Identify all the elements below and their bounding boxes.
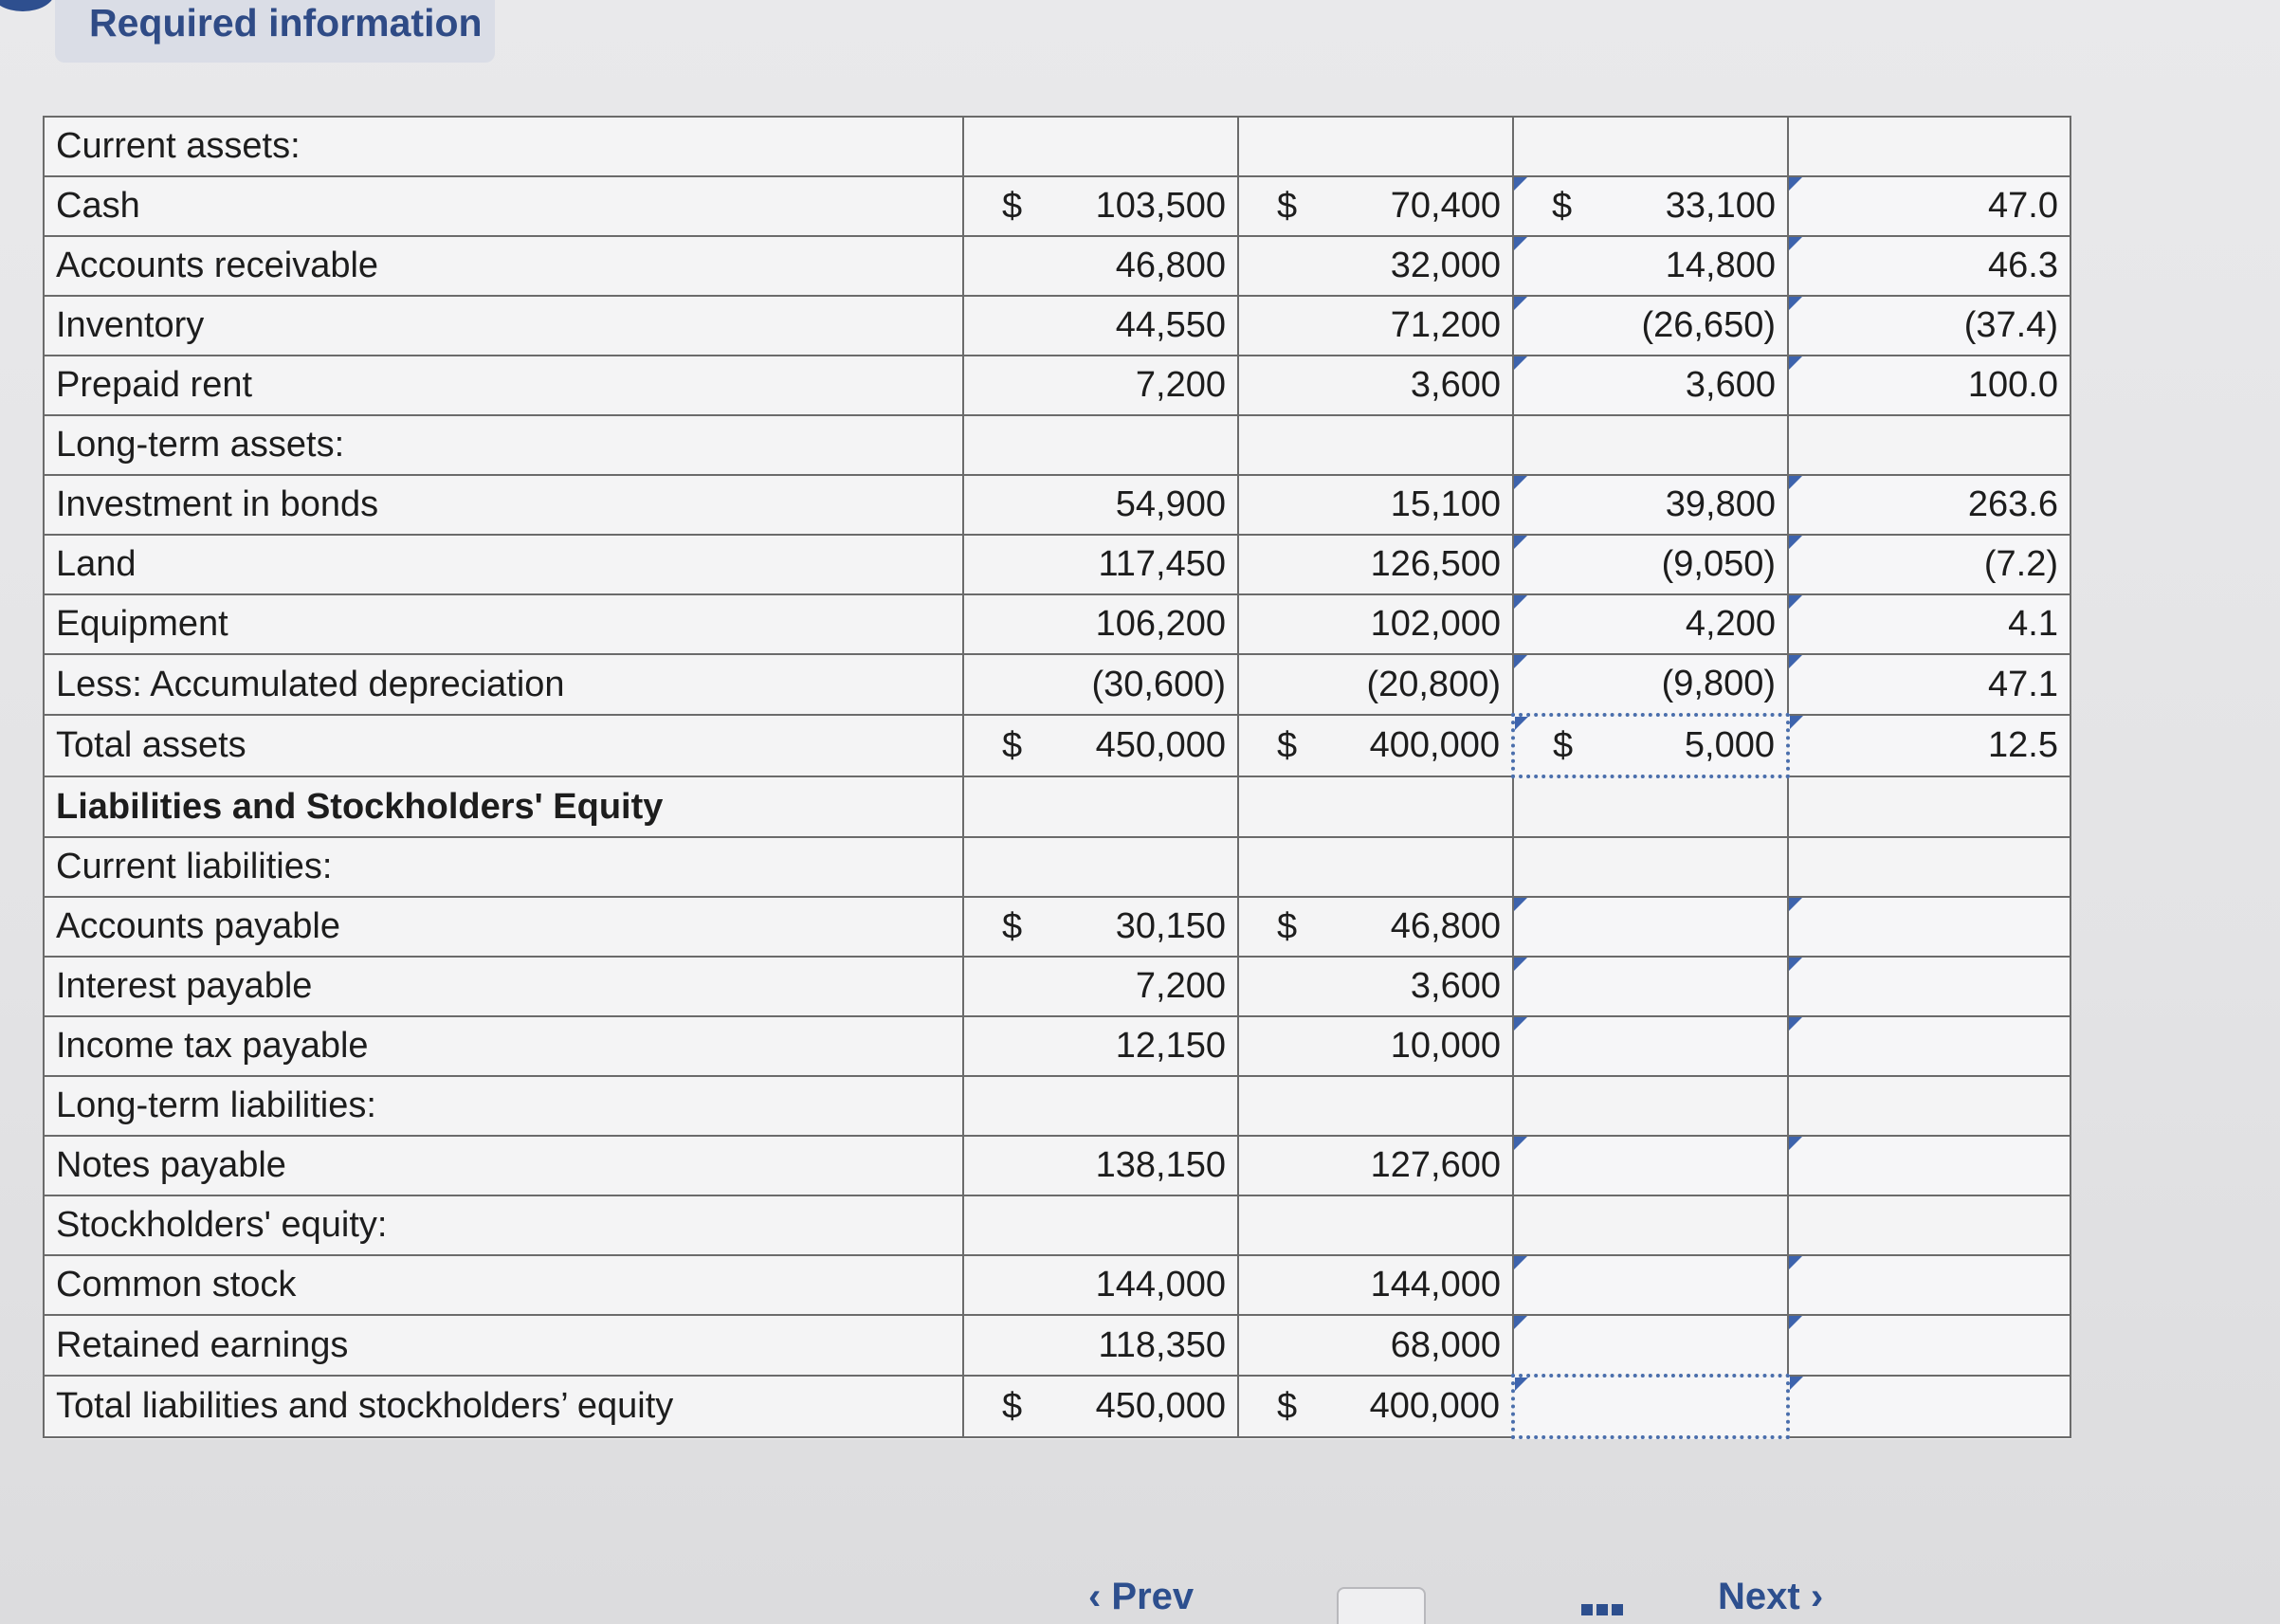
cell-value: 5,000 xyxy=(1684,725,1775,765)
cell-value: 106,200 xyxy=(1095,604,1226,644)
prior-year-value xyxy=(1238,897,1513,957)
row-label: Prepaid rent xyxy=(44,356,963,415)
prev-button[interactable]: ‹ Prev xyxy=(1088,1576,1195,1617)
link-icon-button[interactable] xyxy=(1337,1587,1426,1624)
cell-value: 12,150 xyxy=(1115,1026,1226,1066)
cell-value: 14,800 xyxy=(1665,246,1776,285)
prior-year-value xyxy=(1238,1136,1513,1195)
cell-value: 46,800 xyxy=(1115,246,1226,285)
input-flag-icon xyxy=(1789,1256,1802,1269)
required-info-tab xyxy=(55,0,495,63)
page-title: Required information xyxy=(89,1,483,45)
change-percent-input[interactable] xyxy=(1788,236,2070,296)
cell-value: (9,800) xyxy=(1661,664,1776,703)
cell-value: 32,000 xyxy=(1390,246,1501,285)
current-year-value xyxy=(963,957,1238,1016)
input-flag-icon xyxy=(1789,1137,1802,1150)
cell-value: 144,000 xyxy=(1095,1265,1226,1305)
dollar-sign: $ xyxy=(1277,906,1298,946)
status-dot xyxy=(0,0,55,11)
row-label: Retained earnings xyxy=(44,1315,963,1376)
row-label: Liabilities and Stockholders' Equity xyxy=(44,776,963,837)
cell-value: (9,050) xyxy=(1661,544,1776,584)
current-year-value xyxy=(963,356,1238,415)
row-label: Current liabilities: xyxy=(44,837,963,897)
change-percent-input[interactable] xyxy=(1788,475,2070,535)
empty-cell xyxy=(963,776,1238,837)
input-flag-icon xyxy=(1789,177,1802,191)
input-flag-icon xyxy=(1514,356,1527,370)
change-amount-input[interactable] xyxy=(1513,1016,1788,1076)
current-year-value xyxy=(963,1255,1238,1315)
dollar-sign: $ xyxy=(1552,186,1573,226)
empty-cell xyxy=(1513,117,1788,176)
change-amount-input[interactable] xyxy=(1513,1315,1788,1376)
table-row xyxy=(44,1076,2070,1136)
input-flag-icon xyxy=(1514,595,1527,609)
row-label: Land xyxy=(44,535,963,594)
empty-cell xyxy=(1238,776,1513,837)
cell-value: (30,600) xyxy=(1091,664,1226,704)
table-row xyxy=(44,1195,2070,1255)
footer-nav xyxy=(0,1555,2280,1624)
table-row xyxy=(44,1136,2070,1195)
cell-value: 54,900 xyxy=(1115,484,1226,524)
table-row xyxy=(44,897,2070,957)
row-label: Long-term liabilities: xyxy=(44,1076,963,1136)
change-percent-input[interactable] xyxy=(1788,594,2070,654)
empty-cell xyxy=(1788,117,2070,176)
change-amount-input[interactable] xyxy=(1513,594,1788,654)
input-flag-icon xyxy=(1789,958,1802,971)
change-amount-input[interactable] xyxy=(1513,897,1788,957)
row-label: Stockholders' equity: xyxy=(44,1195,963,1255)
input-flag-icon xyxy=(1789,356,1802,370)
current-year-value xyxy=(963,897,1238,957)
current-year-value xyxy=(963,715,1238,776)
dollar-sign: $ xyxy=(1002,725,1023,765)
table-row xyxy=(44,415,2070,475)
cell-value: 4.1 xyxy=(2008,604,2058,644)
empty-cell xyxy=(963,117,1238,176)
input-flag-icon xyxy=(1514,536,1527,549)
dollar-sign: $ xyxy=(1277,186,1298,226)
input-flag-icon xyxy=(1514,1137,1527,1150)
cell-value: 102,000 xyxy=(1370,604,1501,644)
row-label: Interest payable xyxy=(44,957,963,1016)
change-amount-input[interactable] xyxy=(1513,1255,1788,1315)
current-year-value xyxy=(963,1136,1238,1195)
input-flag-icon xyxy=(1514,655,1527,668)
input-flag-icon xyxy=(1514,898,1527,911)
row-label: Current assets: xyxy=(44,117,963,176)
change-amount-input[interactable] xyxy=(1513,715,1788,776)
empty-cell xyxy=(1238,415,1513,475)
cell-value: 117,450 xyxy=(1098,544,1226,584)
change-amount-input[interactable] xyxy=(1513,1376,1788,1437)
cell-value: 47.0 xyxy=(1988,186,2058,226)
cell-value: 3,600 xyxy=(1410,365,1501,405)
input-flag-icon xyxy=(1789,476,1802,489)
input-flag-icon xyxy=(1789,536,1802,549)
cell-value: (7.2) xyxy=(1983,544,2058,584)
change-amount-input[interactable] xyxy=(1513,236,1788,296)
empty-cell xyxy=(1238,117,1513,176)
empty-cell xyxy=(1788,1076,2070,1136)
table-row xyxy=(44,957,2070,1016)
change-amount-input[interactable] xyxy=(1513,1136,1788,1195)
prior-year-value xyxy=(1238,594,1513,654)
input-flag-icon xyxy=(1789,297,1802,310)
input-flag-icon xyxy=(1514,297,1527,310)
current-year-value xyxy=(963,475,1238,535)
change-percent-input[interactable] xyxy=(1788,176,2070,236)
input-flag-icon xyxy=(1514,1017,1527,1031)
change-amount-input[interactable] xyxy=(1513,356,1788,415)
cell-value: 47.1 xyxy=(1988,664,2058,704)
change-amount-input[interactable] xyxy=(1513,535,1788,594)
input-flag-icon xyxy=(1514,1256,1527,1269)
row-label: Investment in bonds xyxy=(44,475,963,535)
cell-value: 10,000 xyxy=(1390,1026,1501,1066)
prior-year-value xyxy=(1238,715,1513,776)
cell-value: 12.5 xyxy=(1988,725,2058,765)
change-amount-input[interactable] xyxy=(1513,296,1788,356)
empty-cell xyxy=(1788,837,2070,897)
cell-value: 3,600 xyxy=(1410,966,1501,1006)
input-flag-icon xyxy=(1514,476,1527,489)
cell-value: 138,150 xyxy=(1095,1145,1226,1185)
dollar-sign: $ xyxy=(1277,725,1298,765)
input-flag-icon xyxy=(1790,716,1803,729)
table-row xyxy=(44,1255,2070,1315)
cell-value: 450,000 xyxy=(1095,1386,1226,1426)
dollar-sign: $ xyxy=(1002,1386,1023,1426)
table-row xyxy=(44,837,2070,897)
input-flag-icon xyxy=(1515,717,1528,730)
table-row xyxy=(44,1315,2070,1376)
prior-year-value xyxy=(1238,957,1513,1016)
prior-year-value xyxy=(1238,296,1513,356)
change-amount-input[interactable] xyxy=(1513,654,1788,715)
change-percent-input[interactable] xyxy=(1788,1255,2070,1315)
cell-value: 100.0 xyxy=(1967,365,2058,405)
cell-value: 103,500 xyxy=(1095,186,1226,226)
empty-cell xyxy=(1238,1195,1513,1255)
change-percent-input[interactable] xyxy=(1788,715,2070,776)
cell-value: 68,000 xyxy=(1390,1324,1501,1365)
change-percent-input[interactable] xyxy=(1788,897,2070,957)
input-flag-icon xyxy=(1789,655,1802,668)
cell-value: 400,000 xyxy=(1369,1386,1500,1426)
empty-cell xyxy=(1238,1076,1513,1136)
cell-value: (26,650) xyxy=(1641,305,1776,345)
change-percent-input[interactable] xyxy=(1788,1016,2070,1076)
current-year-value xyxy=(963,1016,1238,1076)
cell-value: 127,600 xyxy=(1370,1145,1501,1185)
row-label: Accounts payable xyxy=(44,897,963,957)
cell-value: 46,800 xyxy=(1390,906,1501,946)
prior-year-value xyxy=(1238,1255,1513,1315)
cell-value: 7,200 xyxy=(1135,365,1226,405)
row-label: Long-term assets: xyxy=(44,415,963,475)
table-row xyxy=(44,715,2070,776)
empty-cell xyxy=(1788,415,2070,475)
dollar-sign: $ xyxy=(1002,906,1023,946)
cell-value: 70,400 xyxy=(1390,186,1501,226)
prior-year-value xyxy=(1238,1315,1513,1376)
cell-value: 30,150 xyxy=(1115,906,1226,946)
current-year-value xyxy=(963,296,1238,356)
change-percent-input[interactable] xyxy=(1788,296,2070,356)
dollar-sign: $ xyxy=(1553,725,1574,765)
current-year-value xyxy=(963,1376,1238,1437)
empty-cell xyxy=(963,1195,1238,1255)
change-amount-input[interactable] xyxy=(1513,176,1788,236)
prior-year-value xyxy=(1238,356,1513,415)
row-label: Income tax payable xyxy=(44,1016,963,1076)
empty-cell xyxy=(1788,776,2070,837)
empty-cell xyxy=(963,1076,1238,1136)
cell-value: 400,000 xyxy=(1369,725,1500,765)
prior-year-value xyxy=(1238,1376,1513,1437)
table-row xyxy=(44,654,2070,715)
cell-value: 118,350 xyxy=(1098,1324,1226,1365)
table-row xyxy=(44,475,2070,535)
current-year-value xyxy=(963,535,1238,594)
dollar-sign: $ xyxy=(1002,186,1023,226)
table-row xyxy=(44,776,2070,837)
empty-cell xyxy=(1238,837,1513,897)
table-row xyxy=(44,535,2070,594)
cell-value: 126,500 xyxy=(1370,544,1501,584)
table-row xyxy=(44,117,2070,176)
row-label: Total assets xyxy=(44,715,963,776)
row-label: Notes payable xyxy=(44,1136,963,1195)
input-flag-icon xyxy=(1789,1316,1802,1329)
next-button[interactable]: Next › xyxy=(1718,1576,1824,1617)
empty-cell xyxy=(1513,1076,1788,1136)
grid-icon[interactable] xyxy=(1581,1604,1623,1615)
balance-sheet-table xyxy=(43,116,2071,1439)
cell-value: 3,600 xyxy=(1685,365,1776,405)
change-percent-input[interactable] xyxy=(1788,1376,2070,1437)
row-label: Equipment xyxy=(44,594,963,654)
row-label: Less: Accumulated depreciation xyxy=(44,654,963,715)
table-row xyxy=(44,1376,2070,1437)
row-label: Common stock xyxy=(44,1255,963,1315)
prior-year-value xyxy=(1238,236,1513,296)
input-flag-icon xyxy=(1790,1377,1803,1390)
empty-cell xyxy=(1513,776,1788,837)
empty-cell xyxy=(963,415,1238,475)
change-amount-input[interactable] xyxy=(1513,957,1788,1016)
change-percent-input[interactable] xyxy=(1788,654,2070,715)
row-label: Total liabilities and stockholders’ equity xyxy=(44,1376,963,1437)
table-row xyxy=(44,1016,2070,1076)
cell-value: 15,100 xyxy=(1390,484,1501,524)
change-percent-input[interactable] xyxy=(1788,1315,2070,1376)
change-percent-input[interactable] xyxy=(1788,1136,2070,1195)
input-flag-icon xyxy=(1515,1378,1528,1391)
cell-value: 450,000 xyxy=(1095,725,1226,765)
cell-value: 33,100 xyxy=(1665,186,1776,226)
table-row xyxy=(44,176,2070,236)
cell-value: 44,550 xyxy=(1115,305,1226,345)
cell-value: (20,800) xyxy=(1366,664,1501,704)
current-year-value xyxy=(963,594,1238,654)
prior-year-value xyxy=(1238,535,1513,594)
empty-cell xyxy=(1513,415,1788,475)
empty-cell xyxy=(1513,1195,1788,1255)
current-year-value xyxy=(963,236,1238,296)
cell-value: (37.4) xyxy=(1963,305,2058,345)
cell-value: 71,200 xyxy=(1390,305,1501,345)
current-year-value xyxy=(963,654,1238,715)
change-percent-input[interactable] xyxy=(1788,356,2070,415)
prior-year-value xyxy=(1238,1016,1513,1076)
input-flag-icon xyxy=(1514,237,1527,250)
prior-year-value xyxy=(1238,176,1513,236)
row-label: Cash xyxy=(44,176,963,236)
empty-cell xyxy=(1788,1195,2070,1255)
cell-value: 144,000 xyxy=(1370,1265,1501,1305)
input-flag-icon xyxy=(1789,595,1802,609)
change-percent-input[interactable] xyxy=(1788,535,2070,594)
row-label: Accounts receivable xyxy=(44,236,963,296)
empty-cell xyxy=(1513,837,1788,897)
current-year-value xyxy=(963,1315,1238,1376)
input-flag-icon xyxy=(1514,1316,1527,1329)
input-flag-icon xyxy=(1789,1017,1802,1031)
cell-value: 7,200 xyxy=(1135,966,1226,1006)
table-row xyxy=(44,356,2070,415)
change-percent-input[interactable] xyxy=(1788,957,2070,1016)
dollar-sign: $ xyxy=(1277,1386,1298,1426)
table-row xyxy=(44,594,2070,654)
current-year-value xyxy=(963,176,1238,236)
row-label: Inventory xyxy=(44,296,963,356)
input-flag-icon xyxy=(1514,177,1527,191)
input-flag-icon xyxy=(1514,958,1527,971)
cell-value: 39,800 xyxy=(1665,484,1776,524)
prior-year-value xyxy=(1238,654,1513,715)
input-flag-icon xyxy=(1789,237,1802,250)
prior-year-value xyxy=(1238,475,1513,535)
empty-cell xyxy=(963,837,1238,897)
cell-value: 263.6 xyxy=(1967,484,2058,524)
change-amount-input[interactable] xyxy=(1513,475,1788,535)
table-row xyxy=(44,296,2070,356)
cell-value: 46.3 xyxy=(1988,246,2058,285)
table-row xyxy=(44,236,2070,296)
input-flag-icon xyxy=(1789,898,1802,911)
cell-value: 4,200 xyxy=(1685,604,1776,644)
